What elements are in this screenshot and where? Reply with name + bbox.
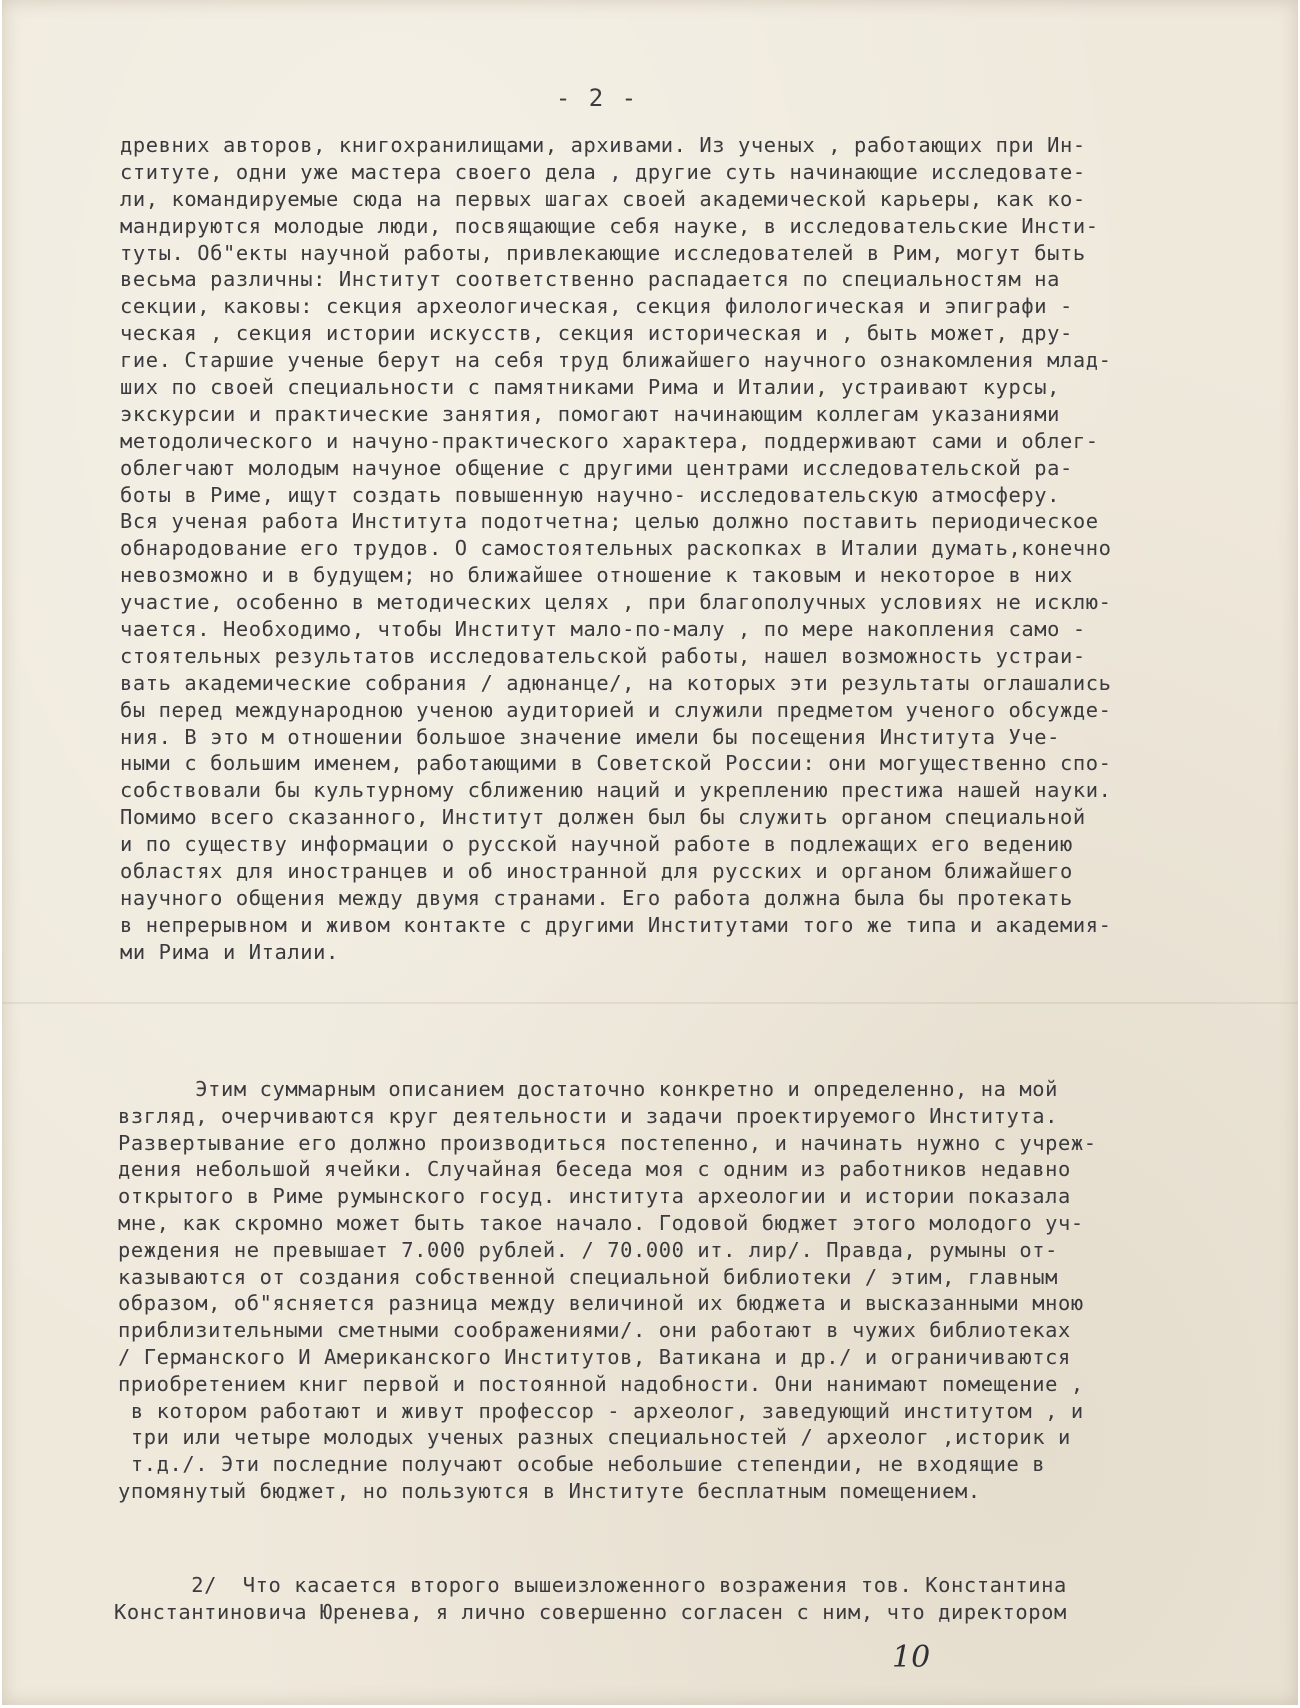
text-line: мандируются молодые люди, посвящающие себя науке, в исследовательские Инсти- [120,213,1099,238]
text-line: в непрерывном и живом контакте с другими Институтами того же типа и академия- [120,912,1112,937]
text-line: секции, каковы: секция археологическая, секция филологическая и эпиграфи - [120,294,1073,319]
paragraph-institute-work [120,132,1290,966]
handwritten-folio-number: 10 [892,1640,931,1675]
text-line: ми Рима и Италии. [120,939,339,964]
text-line: туты. Об"екты научной работы, привлекающие исследователей в Рим, могут быть [120,240,1086,265]
text-line: боты в Риме, ищут создать повышенную научно- исследовательскую атмосферу. [120,482,1060,507]
text-line: казываются от создания собственной специальной библиотеки / этим, главным [118,1264,1058,1289]
text-line: гие. Старшие ученые берут на себя труд ближайшего научного ознакомления млад- [120,348,1112,373]
text-line: экскурсии и практические занятия, помогают начинающим коллегам указаниями [120,401,1060,426]
text-line: ли, командируемые сюда на первых шагах своей академической карьеры, как ко- [120,186,1086,211]
text-line: 2/ Что касается второго вышеизложенного возражения тов. Константина [114,1573,1067,1597]
text-line: собствовали бы культурному сближению наций и укреплению престижа нашей науки. [120,778,1112,803]
text-line: ния. В это м отношении большое значение имели бы посещения Института Уче- [120,724,1060,749]
text-line: древних авторов, книгохранилищами, архивами. Из ученых , работающих при Ин- [120,133,1086,157]
text-line: Вся ученая работа Института подотчетна; целью должно поставить периодическое [120,509,1099,534]
text-line: бы перед международною ученою аудиторией и служили предметом ученого обсужде- [120,697,1112,722]
text-line: ческая , секция истории искусств, секция историческая и , быть может, дру- [120,321,1073,346]
text-line: обнародование его трудов. О самостоятельных раскопках в Италии думать,конечно [120,536,1112,561]
text-line: весьма различны: Институт соответственно распадается по специальностям на [120,267,1060,292]
text-line: стоятельных результатов исследовательской работы, нашел возможность устраи- [120,643,1086,668]
text-line: невозможно и в будущем; но ближайшее отношение к таковым и некоторое в них [120,563,1073,588]
text-line: Этим суммарным описанием достаточно конкретно и определенно, на мой [118,1077,1058,1101]
text-line: облегчают молодым начуное общение с другими центрами исследовательской ра- [120,455,1073,480]
text-line: ших по своей специальности с памятниками Рима и Италии, устраивают курсы, [120,375,1060,400]
paragraph-budget-description [118,1076,1288,1505]
text-line: т.д./. Эти последние получают особые небольшие степендии, не входящие в [118,1452,1046,1477]
text-line: упомянутый бюджет, но пользуются в Институте бесплатным помещением. [118,1478,981,1503]
text-line: ными с большим именем, работающими в Советской России: они могущественно спо- [120,751,1112,776]
text-line: дения небольшой ячейки. Случайная беседа моя с одним из работников недавно [118,1157,1071,1182]
paper-fold-line [2,1002,1298,1004]
text-line: участие, особенно в методических целях , при благополучных условиях не исклю- [120,590,1112,615]
page-number: - 2 - [555,84,639,112]
text-line: / Германского И Американского Институтов, Ватикана и др./ и ограничиваются [118,1344,1071,1369]
text-line: ституте, одни уже мастера своего дела , другие суть начинающие исследовате- [120,159,1086,184]
text-line: в котором работают и живут профессор - археолог, заведующий институтом , и [118,1398,1084,1423]
text-line: Помимо всего сказанного, Институт должен был бы служить органом специальной [120,805,1086,830]
text-line: взгляд, очерчиваются круг деятельности и задачи проектируемого Института. [118,1103,1058,1128]
text-line: образом, об"ясняется разница между величиной их бюджета и высказанными мною [118,1291,1084,1316]
text-line: чается. Необходимо, чтобы Институт мало-по-малу , по мере накопления само - [120,617,1086,642]
paragraph-second-objection [114,1572,1294,1626]
text-line: открытого в Риме румынского госуд. института археологии и истории показала [118,1184,1071,1209]
text-line: и по существу информации о русской научной работе в подлежащих его ведению [120,832,1073,857]
text-line: приобретением книг первой и постоянной надобности. Они нанимают помещение , [118,1371,1084,1396]
text-line: областях для иностранцев и об иностранной для русских и органом ближайшего [120,859,1073,884]
text-line: научного общения между двумя странами. Его работа должна была бы протекать [120,885,1073,910]
text-line: вать академические собрания / адюнанце/, на которых эти результаты оглашались [120,670,1112,695]
text-line: методолического и начуно-практического характера, поддерживают сами и облег- [120,428,1099,453]
text-line: Развертывание его должно производиться постепенно, и начинать нужно с учреж- [118,1130,1097,1155]
document-page [2,0,1298,1705]
text-line: мне, как скромно может быть такое начало. Годовой бюджет этого молодого уч- [118,1210,1084,1235]
text-line: приблизительными сметными соображениями/. они работают в чужих библиотеках [118,1318,1071,1343]
text-line: реждения не превышает 7.000 рублей. / 70.000 ит. лир/. Правда, румыны от- [118,1237,1058,1262]
text-line: три или четыре молодых ученых разных специальностей / археолог ,историк и [118,1425,1071,1450]
text-line: Константиновича Юренева, я лично совершенно согласен с ним, что директором [114,1600,1067,1624]
